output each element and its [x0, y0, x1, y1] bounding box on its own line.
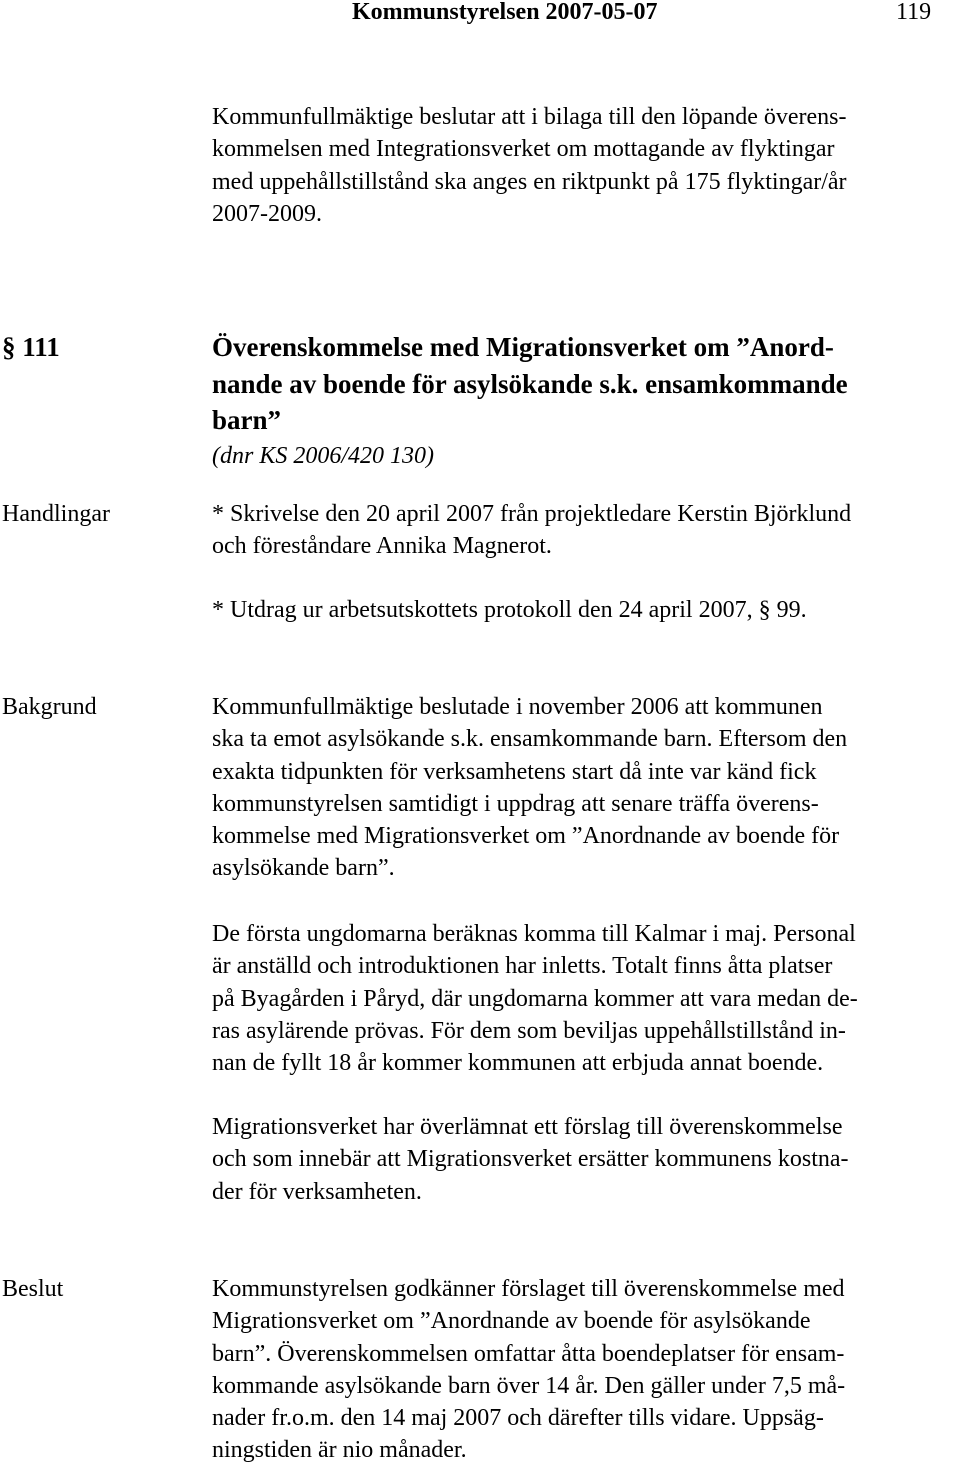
heading-line: Överenskommelse med Migrationsverket om ”Anord- — [212, 332, 834, 362]
bakgrund-paragraph-2 — [212, 918, 960, 1079]
text-line: och som innebär att Migrationsverket ersätter kommunens kostna- — [212, 1146, 849, 1173]
text-line: Migrationsverket om ”Anordnande av boende för asylsökande — [212, 1308, 811, 1335]
text-line: kommande asylsökande barn över 14 år. Den gäller under 7,5 må- — [212, 1372, 846, 1399]
text-line: Migrationsverket har överlämnat ett förslag till överenskommelse — [212, 1114, 843, 1140]
bakgrund-paragraph-3 — [212, 1111, 960, 1208]
text-line: der för verksamheten. — [212, 1178, 422, 1205]
heading-line: nande av boende för asylsökande s.k. ensamkommande — [212, 368, 848, 399]
section-heading — [212, 329, 960, 473]
text-line: barn”. Överenskommelsen omfattar åtta boendeplatser för ensam- — [212, 1340, 845, 1367]
text-line: * Skrivelse den 20 april 2007 från projektledare Kerstin Björklund — [212, 501, 852, 527]
text-line: är anställd och introduktionen har inletts. Totalt finns åtta platser — [212, 953, 833, 980]
text-line: och föreståndare Annika Magnerot. — [212, 533, 552, 560]
page-number: 119 — [896, 0, 932, 25]
text-line: Kommunfullmäktige beslutar att i bilaga till den löpande överens- — [212, 104, 847, 130]
handlingar-item-1 — [212, 498, 960, 563]
text-line: nader fr.o.m. den 14 maj 2007 och därefter tills vidare. Uppsäg- — [212, 1405, 824, 1432]
case-number: (dnr KS 2006/420 130) — [212, 442, 434, 469]
section-number: § 111 — [2, 332, 60, 362]
text-line: kommelse med Migrationsverket om ”Anordnande av boende för — [212, 823, 840, 850]
page-header-title: Kommunstyrelsen 2007-05-07 — [352, 0, 658, 25]
text-line: De första ungdomarna beräknas komma till Kalmar i maj. Personal — [212, 921, 856, 947]
beslut-label: Beslut — [2, 1276, 64, 1302]
text-line: asylsökande barn”. — [212, 855, 395, 882]
beslut-paragraph — [212, 1273, 960, 1467]
text-line: ningstiden är nio månader. — [212, 1437, 467, 1464]
intro-paragraph — [212, 101, 960, 230]
text-line: exakta tidpunkten för verksamhetens start då inte var känd fick — [212, 758, 817, 785]
text-line: med uppehållstillstånd ska anges en riktpunkt på 175 flyktingar/år — [212, 168, 847, 195]
bakgrund-paragraph-1 — [212, 691, 960, 885]
handlingar-item-2 — [212, 594, 960, 626]
text-line: nan de fyllt 18 år kommer kommunen att erbjuda annat boende. — [212, 1050, 824, 1077]
handlingar-label: Handlingar — [2, 501, 110, 527]
text-line: 2007-2009. — [212, 200, 322, 227]
text-line: * Utdrag ur arbetsutskottets protokoll den 24 april 2007, § 99. — [212, 597, 807, 623]
heading-line: barn” — [212, 405, 282, 435]
text-line: ras asylärende prövas. För dem som beviljas uppehållstillstånd in- — [212, 1017, 846, 1044]
text-line: kommunstyrelsen samtidigt i uppdrag att senare träffa överens- — [212, 790, 819, 817]
bakgrund-label: Bakgrund — [2, 694, 97, 720]
text-line: ska ta emot asylsökande s.k. ensamkommande barn. Eftersom den — [212, 726, 848, 753]
text-line: Kommunfullmäktige beslutade i november 2006 att kommunen — [212, 694, 823, 720]
text-line: på Byagården i Påryd, där ungdomarna kommer att vara medan de- — [212, 985, 858, 1012]
text-line: kommelsen med Integrationsverket om mottagande av flyktingar — [212, 136, 835, 163]
text-line: Kommunstyrelsen godkänner förslaget till överenskommelse med — [212, 1276, 845, 1302]
